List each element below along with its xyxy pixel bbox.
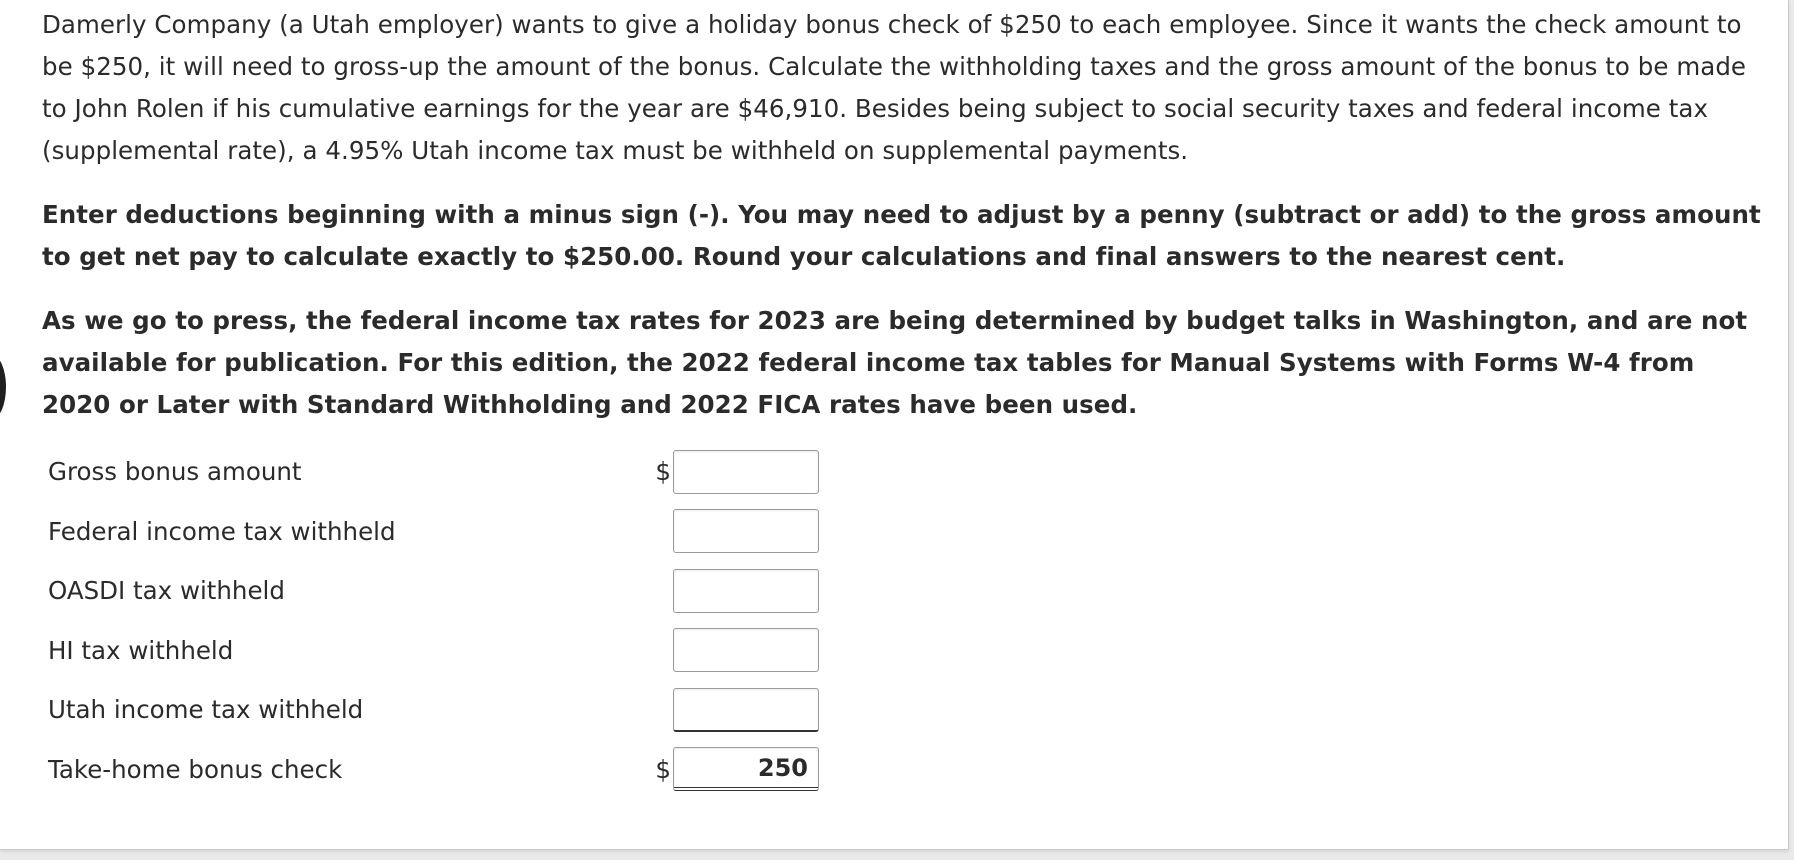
- hi-tax-input[interactable]: [673, 628, 819, 672]
- form-row-oasdi-tax: [48, 561, 823, 621]
- utah-income-tax-currency-sign: [653, 680, 673, 740]
- form-row-hi-tax: [48, 621, 823, 681]
- utah-income-tax-input[interactable]: [673, 688, 819, 732]
- panel-edge-marker: [0, 355, 6, 419]
- problem-instructions: Enter deductions beginning with a minus sign (-). You may need to adjust by a penny (subtract or add) to the gross amount to get net pay to calculate exactly to $250.00. Round your calculations and final answers to the nearest cent.: [42, 200, 1761, 271]
- gross-bonus-label: Gross bonus amount: [48, 457, 302, 487]
- form-row-federal-income-tax: [48, 502, 823, 562]
- hi-tax-label: HI tax withheld: [48, 635, 234, 665]
- problem-intro: Damerly Company (a Utah employer) wants to give a holiday bonus check of $250 to each employee. Since it wants the check amount to be $250, it will need to gross-up the amount of the bonus. Calculate the withholding taxes and the gross amount of the bonus to be made to John Rolen if his cumulative earnings for the year are $46,910. Besides being subject to social security taxes and federal income tax (supplemental rate), a 4.95% Utah income tax must be withheld on supplemental payments.: [42, 10, 1747, 165]
- take-home-bonus-label: Take-home bonus check: [48, 754, 343, 784]
- utah-income-tax-label: Utah income tax withheld: [48, 695, 364, 725]
- take-home-bonus-input[interactable]: [673, 747, 819, 791]
- gross-bonus-input[interactable]: [673, 450, 819, 494]
- form-row-take-home-bonus: [48, 740, 823, 800]
- problem-note: As we go to press, the federal income tax rates for 2023 are being determined by budget talks in Washington, and are not available for publication. For this edition, the 2022 federal income tax tables for Manual Systems with Forms W-4 from 2020 or Later with Standard Withholding and 2022 FICA rates have been used.: [42, 306, 1748, 419]
- form-row-gross-bonus: [48, 442, 823, 502]
- oasdi-tax-currency-sign: [653, 561, 673, 621]
- bonus-calculation-form: [48, 442, 823, 799]
- federal-income-tax-input[interactable]: [673, 509, 819, 553]
- hi-tax-currency-sign: [653, 621, 673, 681]
- gross-bonus-currency-sign: $: [655, 457, 671, 487]
- oasdi-tax-label: OASDI tax withheld: [48, 576, 285, 606]
- take-home-bonus-currency-sign: $: [655, 754, 671, 784]
- federal-income-tax-label: Federal income tax withheld: [48, 516, 396, 546]
- oasdi-tax-input[interactable]: [673, 569, 819, 613]
- form-row-utah-income-tax: [48, 680, 823, 740]
- federal-income-tax-currency-sign: [653, 502, 673, 562]
- problem-text: [42, 4, 1762, 426]
